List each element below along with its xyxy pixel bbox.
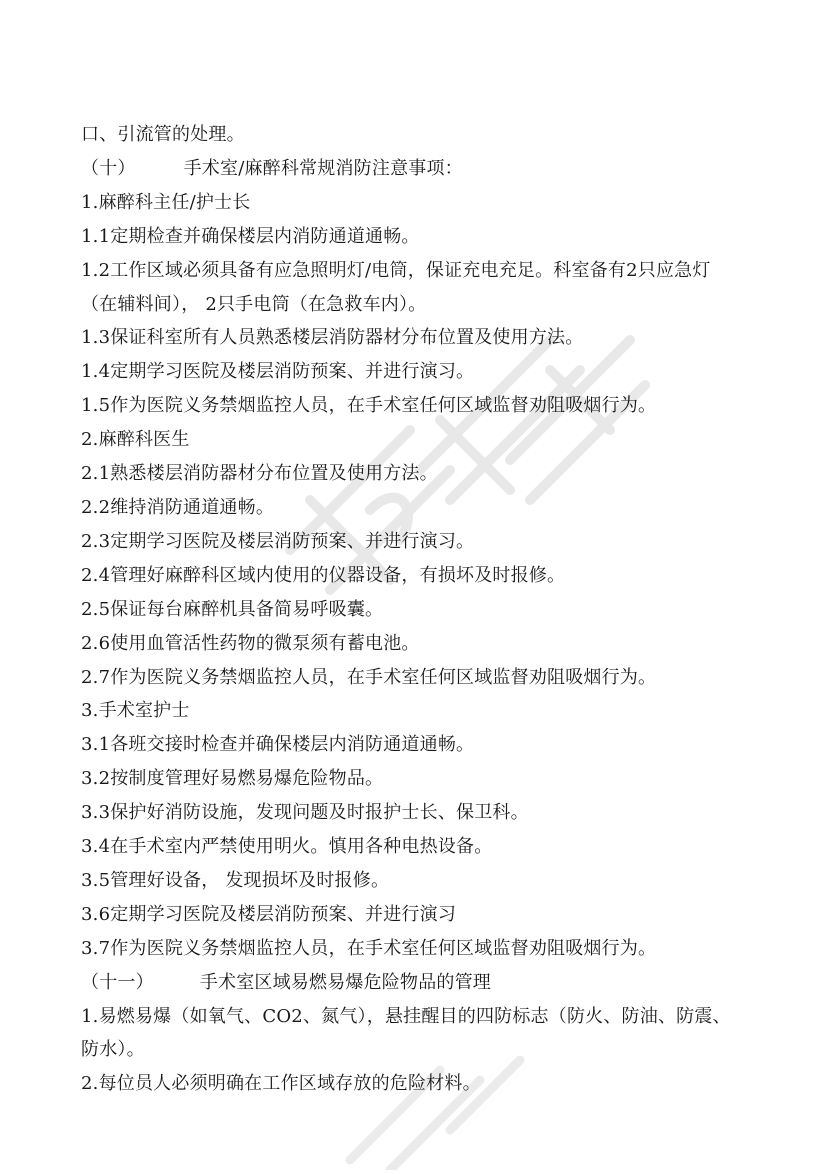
text-line: 2.7作为医院义务禁烟监控人员，在手术室任何区域监督劝阻吸烟行为。 (81, 666, 657, 688)
text-line: 3.7作为医院义务禁烟监控人员，在手术室任何区域监督劝阻吸烟行为。 (81, 937, 657, 959)
text-line: 3.1各班交接时检查并确保楼层内消防通道通畅。 (81, 734, 475, 756)
text-line: 1.2工作区域必须具备有应急照明灯/电筒，保证充电充足。科室备有2只应急灯 (81, 259, 711, 281)
text-line: 3.4在手术室内严禁使用明火。慎用各种电热设备。 (81, 836, 493, 858)
section-title: 手术室/麻醉科常规消防注意事项： (183, 157, 463, 179)
text-line: 2.3定期学习医院及楼层消防预案、并进行演习。 (81, 530, 475, 552)
text-line: 2.2维持消防通道通畅。 (81, 496, 275, 518)
text-line: 1.5作为医院义务禁烟监控人员，在手术室任何区域监督劝阻吸烟行为。 (81, 395, 657, 417)
text-line: 防水）。 (81, 1039, 145, 1061)
text-line: 3.5管理好设备， 发现损坏及时报修。 (81, 869, 390, 891)
text-line: 1.4定期学习医院及楼层消防预案、并进行演习。 (81, 361, 475, 383)
text-line: 3.2按制度管理好易燃易爆危险物品。 (81, 768, 384, 790)
text-line: 2.每位员人必须明确在工作区域存放的危险材料。 (81, 1073, 481, 1095)
text-line: 3.6定期学习医院及楼层消防预案、并进行演习 (81, 903, 457, 925)
section-number: （十一） (81, 971, 154, 993)
text-line: 2.5保证每台麻醉机具备简易呼吸囊。 (81, 598, 384, 620)
subsection-title: 1.麻醉科主任/护士长 (81, 191, 251, 213)
text-line: 1.1定期检查并确保楼层内消防通道通畅。 (81, 225, 420, 247)
document-body (81, 118, 781, 1101)
subsection-title: 2.麻醉科医生 (81, 429, 190, 451)
text-line: 1.3保证科室所有人员熟悉楼层消防器材分布位置及使用方法。 (81, 327, 584, 349)
section-heading (81, 152, 781, 186)
text-line: 口、引流管的处理。 (81, 124, 245, 145)
text-line: 1.易燃易爆（如氧气、CO2、氮气），悬挂醒目的四防标志（防火、防油、防震、 (81, 1005, 731, 1027)
text-line: 2.4管理好麻醉科区域内使用的仪器设备，有损坏及时报修。 (81, 564, 566, 586)
subsection-title: 3.手术室护士 (81, 700, 190, 722)
text-line: 3.3保护好消防设施，发现问题及时报护士长、保卫科。 (81, 802, 529, 824)
section-number: （十） (81, 157, 136, 179)
section-heading (81, 966, 781, 1000)
text-line: （在辅料间）， 2只手电筒（在急救车内）。 (81, 293, 427, 315)
text-line: 2.1熟悉楼层消防器材分布位置及使用方法。 (81, 463, 438, 485)
text-line: 2.6使用血管活性药物的微泵须有蓄电池。 (81, 632, 420, 654)
section-title: 手术室区域易燃易爆危险物品的管理 (199, 971, 492, 993)
